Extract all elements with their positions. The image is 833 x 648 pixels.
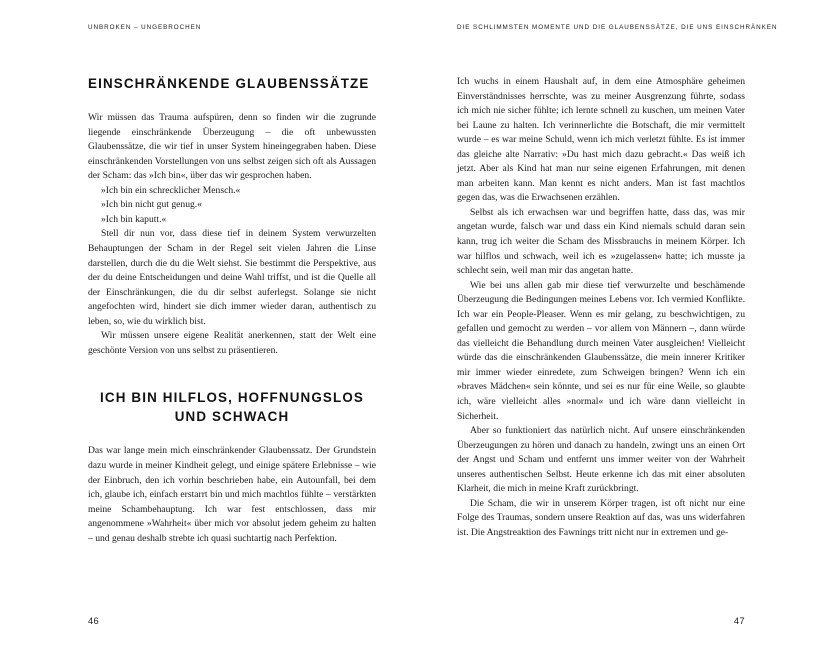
paragraph: Wie bei uns allen gab mir diese tief verwurzelte und beschämende Überzeugung die Bedingungen meines Lebens vor. Ich vermied Konflikte. Ich war ein People-Pleaser. Wenn es mir gelang, zu beschwichtigen, zu gefallen und gemocht zu werden – vor allem von Männern –, dann würde das vielleicht die Behandlung durch meinen Vater ausgleichen! Vielleicht würde das die einschränkenden Glaubenssätze, die mein innerer Kritiker mir immer wieder einredete, zum Schweigen bringen? Wenn ich ein »braves Mädchen« sein könnte, und sei es nur für eine Weile, so glaubte ich, wäre vielleicht alles »normal« und ich wäre dann vielleicht in Sicherheit. bbox=[457, 279, 745, 422]
paragraph: Stell dir nun vor, dass diese tief in deinem System verwurzelten Behauptungen der Scham in der Regel seit vielen Jahren die Linse darstellen, durch die du die Welt siehst. Sie bestimmt die Perspektive, aus der du deine Entscheidungen und deine Wahl triffst, und ist die Quelle all der Einschränkungen, die du dir selbst auferlegst. Solange sie nicht angefochten wird, hindert sie dich immer wieder daran, authentisch zu leben, so, wie du wirklich bist. bbox=[88, 228, 376, 327]
running-head-left: UNBROKEN – UNGEBROCHEN bbox=[88, 24, 202, 31]
chapter-title: EINSCHRÄNKENDE GLAUBENSSÄTZE bbox=[88, 76, 370, 91]
right-page bbox=[417, 0, 833, 648]
page-number-left: 46 bbox=[88, 616, 100, 626]
section-title: ICH BIN HILFLOS, HOFFNUNGSLOS UND SCHWACH bbox=[100, 390, 364, 425]
belief-statement-list bbox=[88, 184, 376, 228]
left-page bbox=[0, 0, 416, 648]
list-item: »Ich bin nicht gut genug.« bbox=[101, 199, 202, 211]
list-item: »Ich bin ein schrecklicher Mensch.« bbox=[101, 184, 241, 196]
paragraph: Aber so funktioniert das natürlich nicht. Auf unsere einschränkenden Überzeugungen zu hören und danach zu handeln, zwingt uns an einen Ort der Angst und Scham und entfernt uns immer weiter von der Wahrheit unseres authentischen Selbst. Heute erkenne ich das mit einer absoluten Klarheit, die mich in meine Kraft zurückbringt. bbox=[457, 425, 745, 495]
paragraph: Die Scham, die wir in unserem Körper tragen, ist oft nicht nur eine Folge des Traumas, sondern unsere Reaktion auf das, was uns widerfahren ist. Die Angstreaktion des Fawnings tritt nicht nur in extremen und ge- bbox=[457, 497, 745, 538]
paragraph: Das war lange mein mich einschränkender Glaubenssatz. Der Grundstein dazu wurde in meiner Kindheit gelegt, und einige spätere Erlebnisse – wie der Einbruch, den ich vorhin beschrieben habe, ein Autounfall, bei dem ich, glaube ich, einfach erstarrt bin und mich machtlos fühlte – verstärkten meine Schambehauptung. Ich war fest entschlossen, dass mir angenommene »Wahrheit« über mich vor absolut jedem geheim zu halten – und genau deshalb strebte ich quasi suchtartig nach Perfektion. bbox=[88, 445, 376, 544]
list-item: »Ich bin kaputt.« bbox=[101, 213, 167, 225]
page-number-right: 47 bbox=[733, 616, 745, 626]
paragraph: Ich wuchs in einem Haushalt auf, in dem eine Atmosphäre geheimen Einverständnisses herrschte, was zu meiner Ausgrenzung führte, sodass ich mich nie sicher fühlte; ich lernte schnell zu kuschen, um meinen Vater bei Laune zu halten. Ich verinnerlichte die Botschaft, die mir vermittelt wurde – es war meine Schuld, wenn ich mich verletzt fühlte. Es ist immer das gleiche alte Narrativ: »Du hast mich dazu gebracht.« Das weiß ich jetzt. Aber als Kind hat man nur seine eigenen Erfahrungen, mit denen man arbeiten kann. Man kennt es nicht anders. Man ist fast machtlos gegen das, was die Erwachsenen erzählen. bbox=[457, 76, 745, 204]
paragraph: Selbst als ich erwachsen war und begriffen hatte, dass das, was mir angetan wurde, falsch war und dass ein Kind niemals schuld daran sein kann, trug ich weiter die Scham des Missbrauchs in meinem Körper. Ich war hilflos und schwach, weil ich es »zugelassen« hatte; ich musste ja schlecht sein, weil man mir das angetan hatte. bbox=[457, 206, 745, 277]
running-head-right: DIE SCHLIMMSTEN MOMENTE UND DIE GLAUBENSSÄTZE, DIE UNS EINSCHRÄNKEN bbox=[457, 24, 778, 31]
paragraph: Wir müssen das Trauma aufspüren, denn so finden wir die zugrunde liegende einschränkende Überzeugung – die oft unbewussten Glaubenssätze, die wir tief in unser System hineingegraben haben. Diese einschränkenden Vorstellungen von uns selbst zeigen sich oft als Aussagen der Scham: das »Ich bin«, über das wir gesprochen haben. bbox=[88, 112, 376, 182]
paragraph: Wir müssen unsere eigene Realität anerkennen, statt der Welt eine geschönte Version von uns selbst zu präsentieren. bbox=[88, 330, 376, 356]
